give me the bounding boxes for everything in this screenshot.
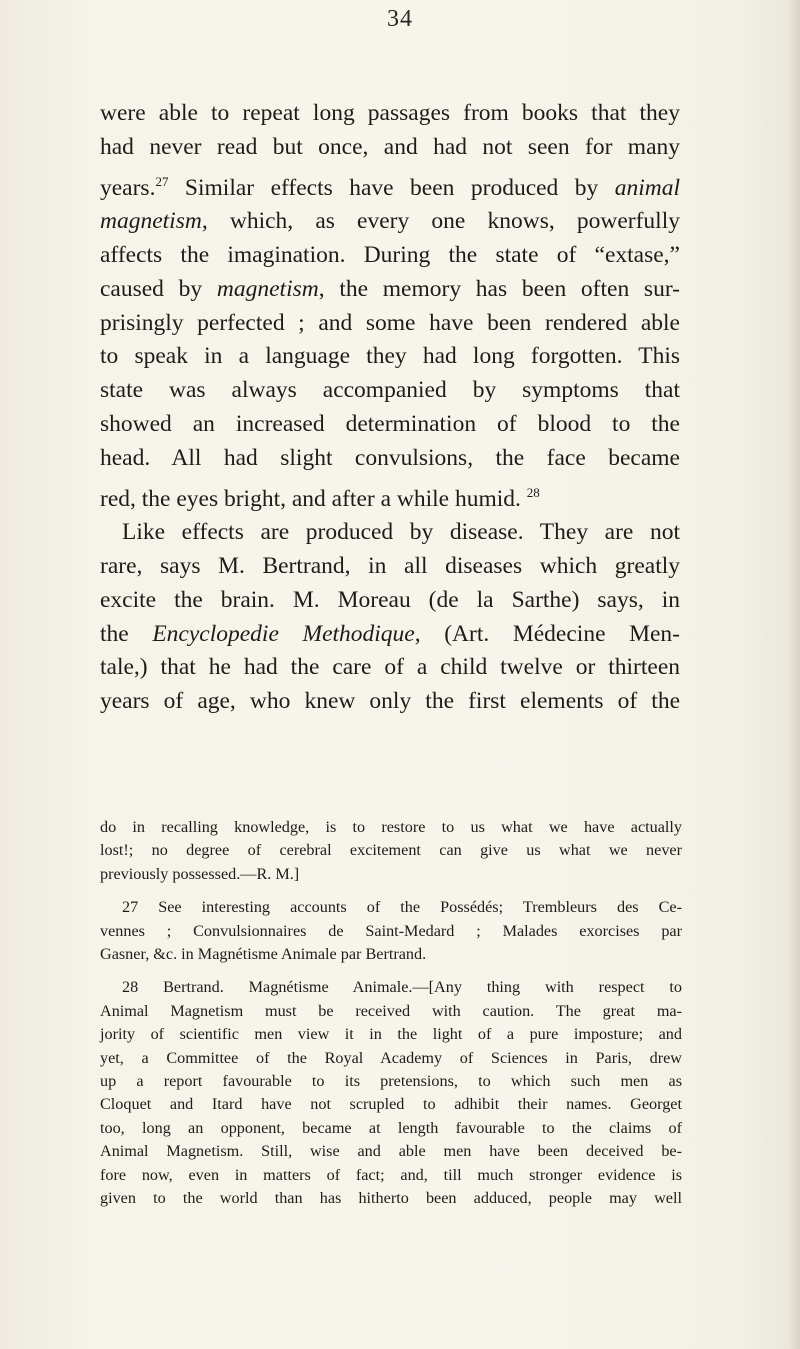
text-run: , (Art. Médecine Men- (414, 620, 681, 647)
text-line: years of age, who knew only the first elements of the (100, 688, 680, 715)
italic-title: Encyclopedie Methodique (152, 620, 415, 647)
footnote-28-line: fore now, even in matters of fact; and, till much stronger evidence is (100, 1165, 682, 1184)
footnote-28-line: given to the world than has hitherto been adduced, people may well (100, 1189, 682, 1208)
page-number: 34 (387, 6, 413, 32)
footnote-ref-28: 28 (526, 484, 540, 500)
text-line: showed an increased determination of blood to the (100, 411, 680, 437)
text-line: head. All had slight convulsions, the face became (100, 444, 680, 471)
footnote-line: lost!; no degree of cerebral excitement can give us what we never (100, 841, 682, 860)
footnote-line: do in recalling knowledge, is to restore to us what we have actually (100, 818, 682, 836)
footnote-27-line: 27 See interesting accounts of the Possédés; Trembleurs des Ce- (122, 898, 682, 917)
footnote-27-line: Gasner, &c. in Magnétisme Animale par Bertrand. (100, 945, 427, 964)
text-line: state was always accompanied by symptoms that (100, 377, 680, 404)
text-run: , the memory has been often sur- (318, 275, 681, 302)
footnote-ref-27: 27 (155, 173, 169, 189)
footnote-line: previously possessed.—R. M.] (100, 864, 300, 883)
text-line: Like effects are produced by disease. They are not (122, 519, 680, 546)
text-run: years. (100, 174, 156, 201)
italic-term: magnetism (100, 208, 202, 235)
text-line: tale,) that he had the care of a child twelve or thirteen (100, 654, 680, 681)
page-edge (790, 0, 800, 1349)
footnotes (100, 816, 682, 1211)
footnote-28-line: Cloquet and Itard have not scrupled to adhibit their names. Georget (100, 1095, 682, 1114)
text-line (100, 205, 680, 239)
text-line: to speak in a language they had long forgotten. This (100, 343, 680, 370)
text-line (100, 273, 680, 307)
footnote-28-line: Animal Magnetism. Still, wise and able men have been deceived be- (100, 1142, 682, 1161)
text-line: excite the brain. M. Moreau (de la Sarthe) says, in (100, 586, 680, 613)
footnote-27-line: vennes ; Convulsionnaires de Saint-Medard ; Malades exorcises par (100, 921, 682, 940)
footnote-28-line: Animal Magnetism must be received with caution. The great ma- (100, 1001, 682, 1020)
text-run: , which, as every one knows, powerfully (201, 208, 680, 235)
main-text (100, 97, 680, 719)
text-run: red, the eyes bright, and after a while humid. (100, 485, 527, 512)
footnote-28-line: up a report favourable to its pretensions, to which such men as (100, 1072, 682, 1091)
text-run: Similar effects have been produced by (168, 174, 615, 201)
text-line (100, 476, 680, 517)
footnote-28-line: jority of scientific men view it in the light of a pure imposture; and (100, 1025, 682, 1044)
text-run: the (100, 620, 153, 647)
italic-term: animal (614, 174, 680, 201)
text-run: caused by (100, 275, 217, 302)
text-line: were able to repeat long passages from books that they (100, 100, 680, 126)
text-line (100, 165, 680, 206)
footnote-28-line: 28 Bertrand. Magnétisme Animale.—[Any thing with respect to (122, 978, 682, 997)
footnote-28-line: too, long an opponent, became at length favourable to the claims of (100, 1118, 682, 1137)
footnote-28-line: yet, a Committee of the Royal Academy of Sciences in Paris, drew (100, 1048, 682, 1067)
text-line: prisingly perfected ; and some have been rendered able (100, 309, 680, 336)
text-line: rare, says M. Bertrand, in all diseases which greatly (100, 553, 680, 580)
text-line: had never read but once, and had not seen for many (100, 133, 680, 160)
italic-term: magnetism (216, 275, 319, 302)
text-line: affects the imagination. During the state of “extase,” (100, 242, 680, 269)
text-line (100, 618, 680, 652)
